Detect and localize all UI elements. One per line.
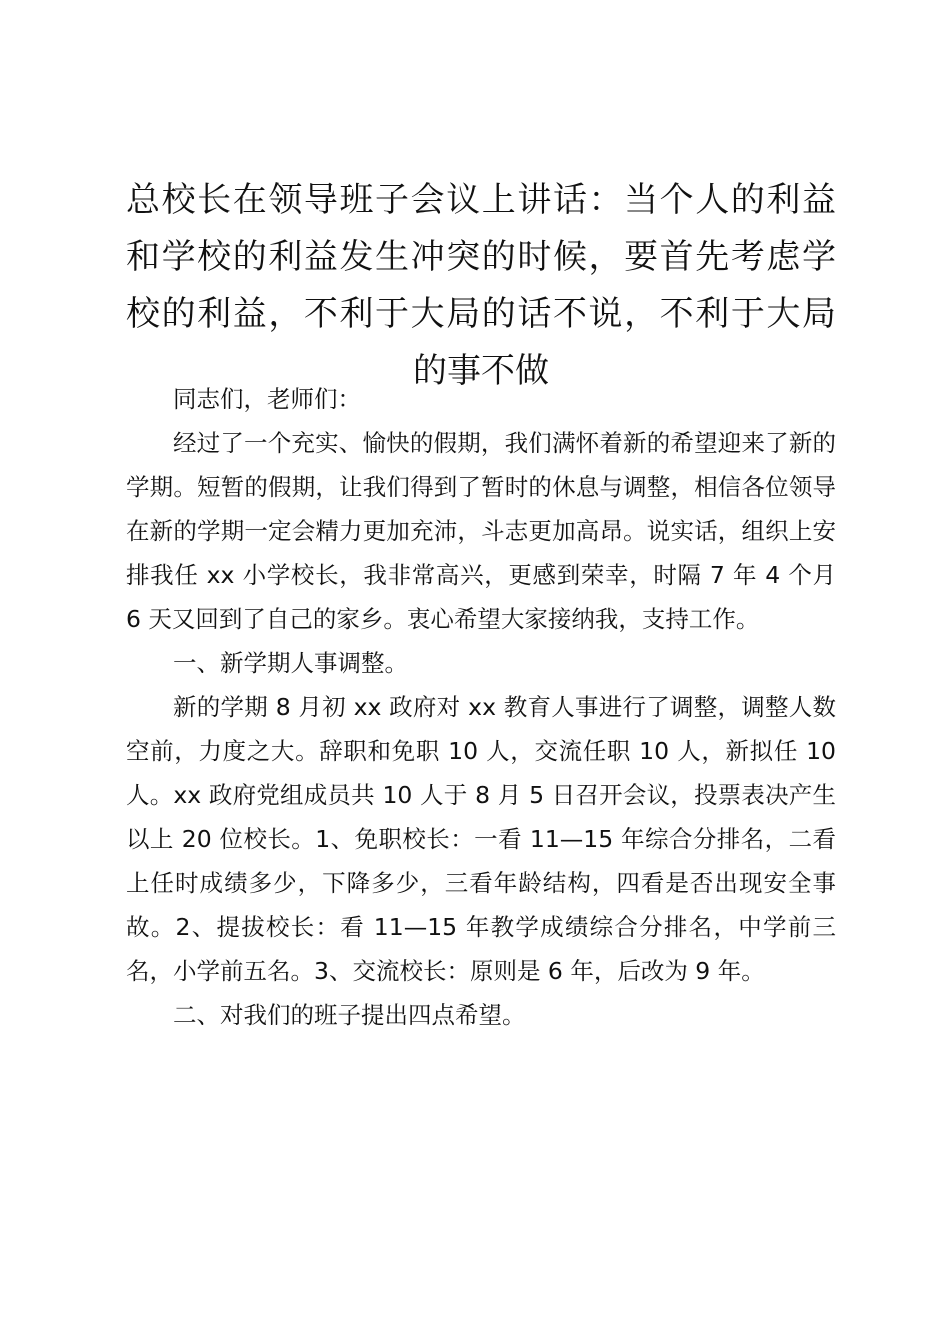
personnel-paragraph: 新的学期 8 月初 xx 政府对 xx 教育人事进行了调整，调整人数空前，力度之大。辞职和免职 10 人，交流任职 10 人，新拟任 10 人。xx 政府党组成员共 10 人于 8 月 5 日召开会议，投票表决产生以上 20 位校长。1、免职校长：一看 11—15 年综合分排名，二看上任时成绩多少，下降多少，三看年龄结构，四看是否出现安全事故。2、提拔校长：看 11—15 年教学成绩综合分排名，中学前三名，小学前五名。3、交流校长：原则是 6 年，后改为 9 年。	[126, 693, 836, 985]
document-body	[126, 377, 836, 1037]
section-heading-1: 一、新学期人事调整。	[173, 649, 408, 677]
document-title: 总校长在领导班子会议上讲话：当个人的利益和学校的利益发生冲突的时候，要首先考虑学校的利益，不利于大局的话不说，不利于大局的事不做	[126, 180, 836, 391]
section-heading-2: 二、对我们的班子提出四点希望。	[173, 1001, 526, 1029]
intro-paragraph: 经过了一个充实、愉快的假期，我们满怀着新的希望迎来了新的学期。短暂的假期，让我们得到了暂时的休息与调整，相信各位领导在新的学期一定会精力更加充沛，斗志更加高昂。说实话，组织上安排我任 xx 小学校长，我非常高兴，更感到荣幸，时隔 7 年 4 个月 6 天又回到了自己的家乡。衷心希望大家接纳我，支持工作。	[126, 429, 836, 633]
salutation: 同志们，老师们：	[173, 385, 361, 413]
